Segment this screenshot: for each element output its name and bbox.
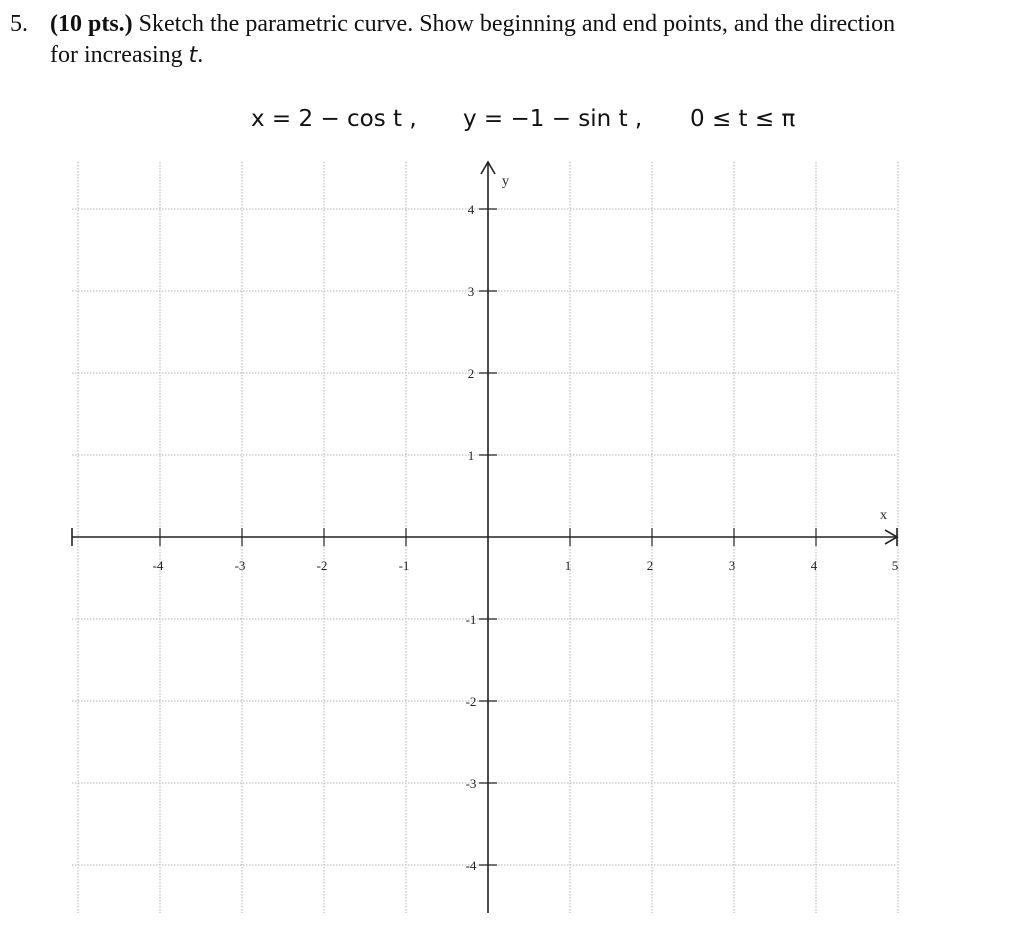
- y-tick-label: -2: [465, 694, 477, 709]
- question-number: 5.: [10, 11, 28, 37]
- x-axis-label: x: [880, 508, 887, 523]
- y-tick-label: -3: [465, 776, 477, 791]
- question-text-2: for increasing: [50, 42, 183, 68]
- question-text-2-end: .: [197, 42, 204, 68]
- y-axis-label: y: [502, 174, 509, 189]
- x-tick-label: 1: [564, 558, 572, 573]
- x-tick-label: 5: [891, 558, 899, 573]
- y-tick-label: -1: [465, 612, 477, 627]
- equation-x: x = 2 − cos t ,: [251, 106, 417, 132]
- question-text-1: Sketch the parametric curve. Show beginning and end points, and the direction: [138, 11, 896, 37]
- question-points: (10 pts.): [50, 11, 133, 37]
- x-tick-label: 3: [728, 558, 736, 573]
- y-tick-label: 4: [467, 202, 475, 217]
- x-tick-label: -1: [398, 558, 410, 573]
- equation-y: y = −1 − sin t ,: [463, 106, 643, 132]
- axes: [72, 162, 897, 913]
- y-tick-label: 1: [467, 448, 475, 463]
- y-tick-label: -4: [465, 858, 477, 873]
- y-tick-label: 3: [467, 284, 475, 299]
- x-tick-label: 4: [810, 558, 818, 573]
- question-variable-t: t: [188, 43, 198, 68]
- y-tick-label: 2: [467, 366, 475, 381]
- equation-range: 0 ≤ t ≤ π: [690, 106, 796, 132]
- x-tick-label: -2: [316, 558, 328, 573]
- x-tick-label: 2: [646, 558, 654, 573]
- x-tick-label: -4: [152, 558, 164, 573]
- x-tick-label: -3: [234, 558, 246, 573]
